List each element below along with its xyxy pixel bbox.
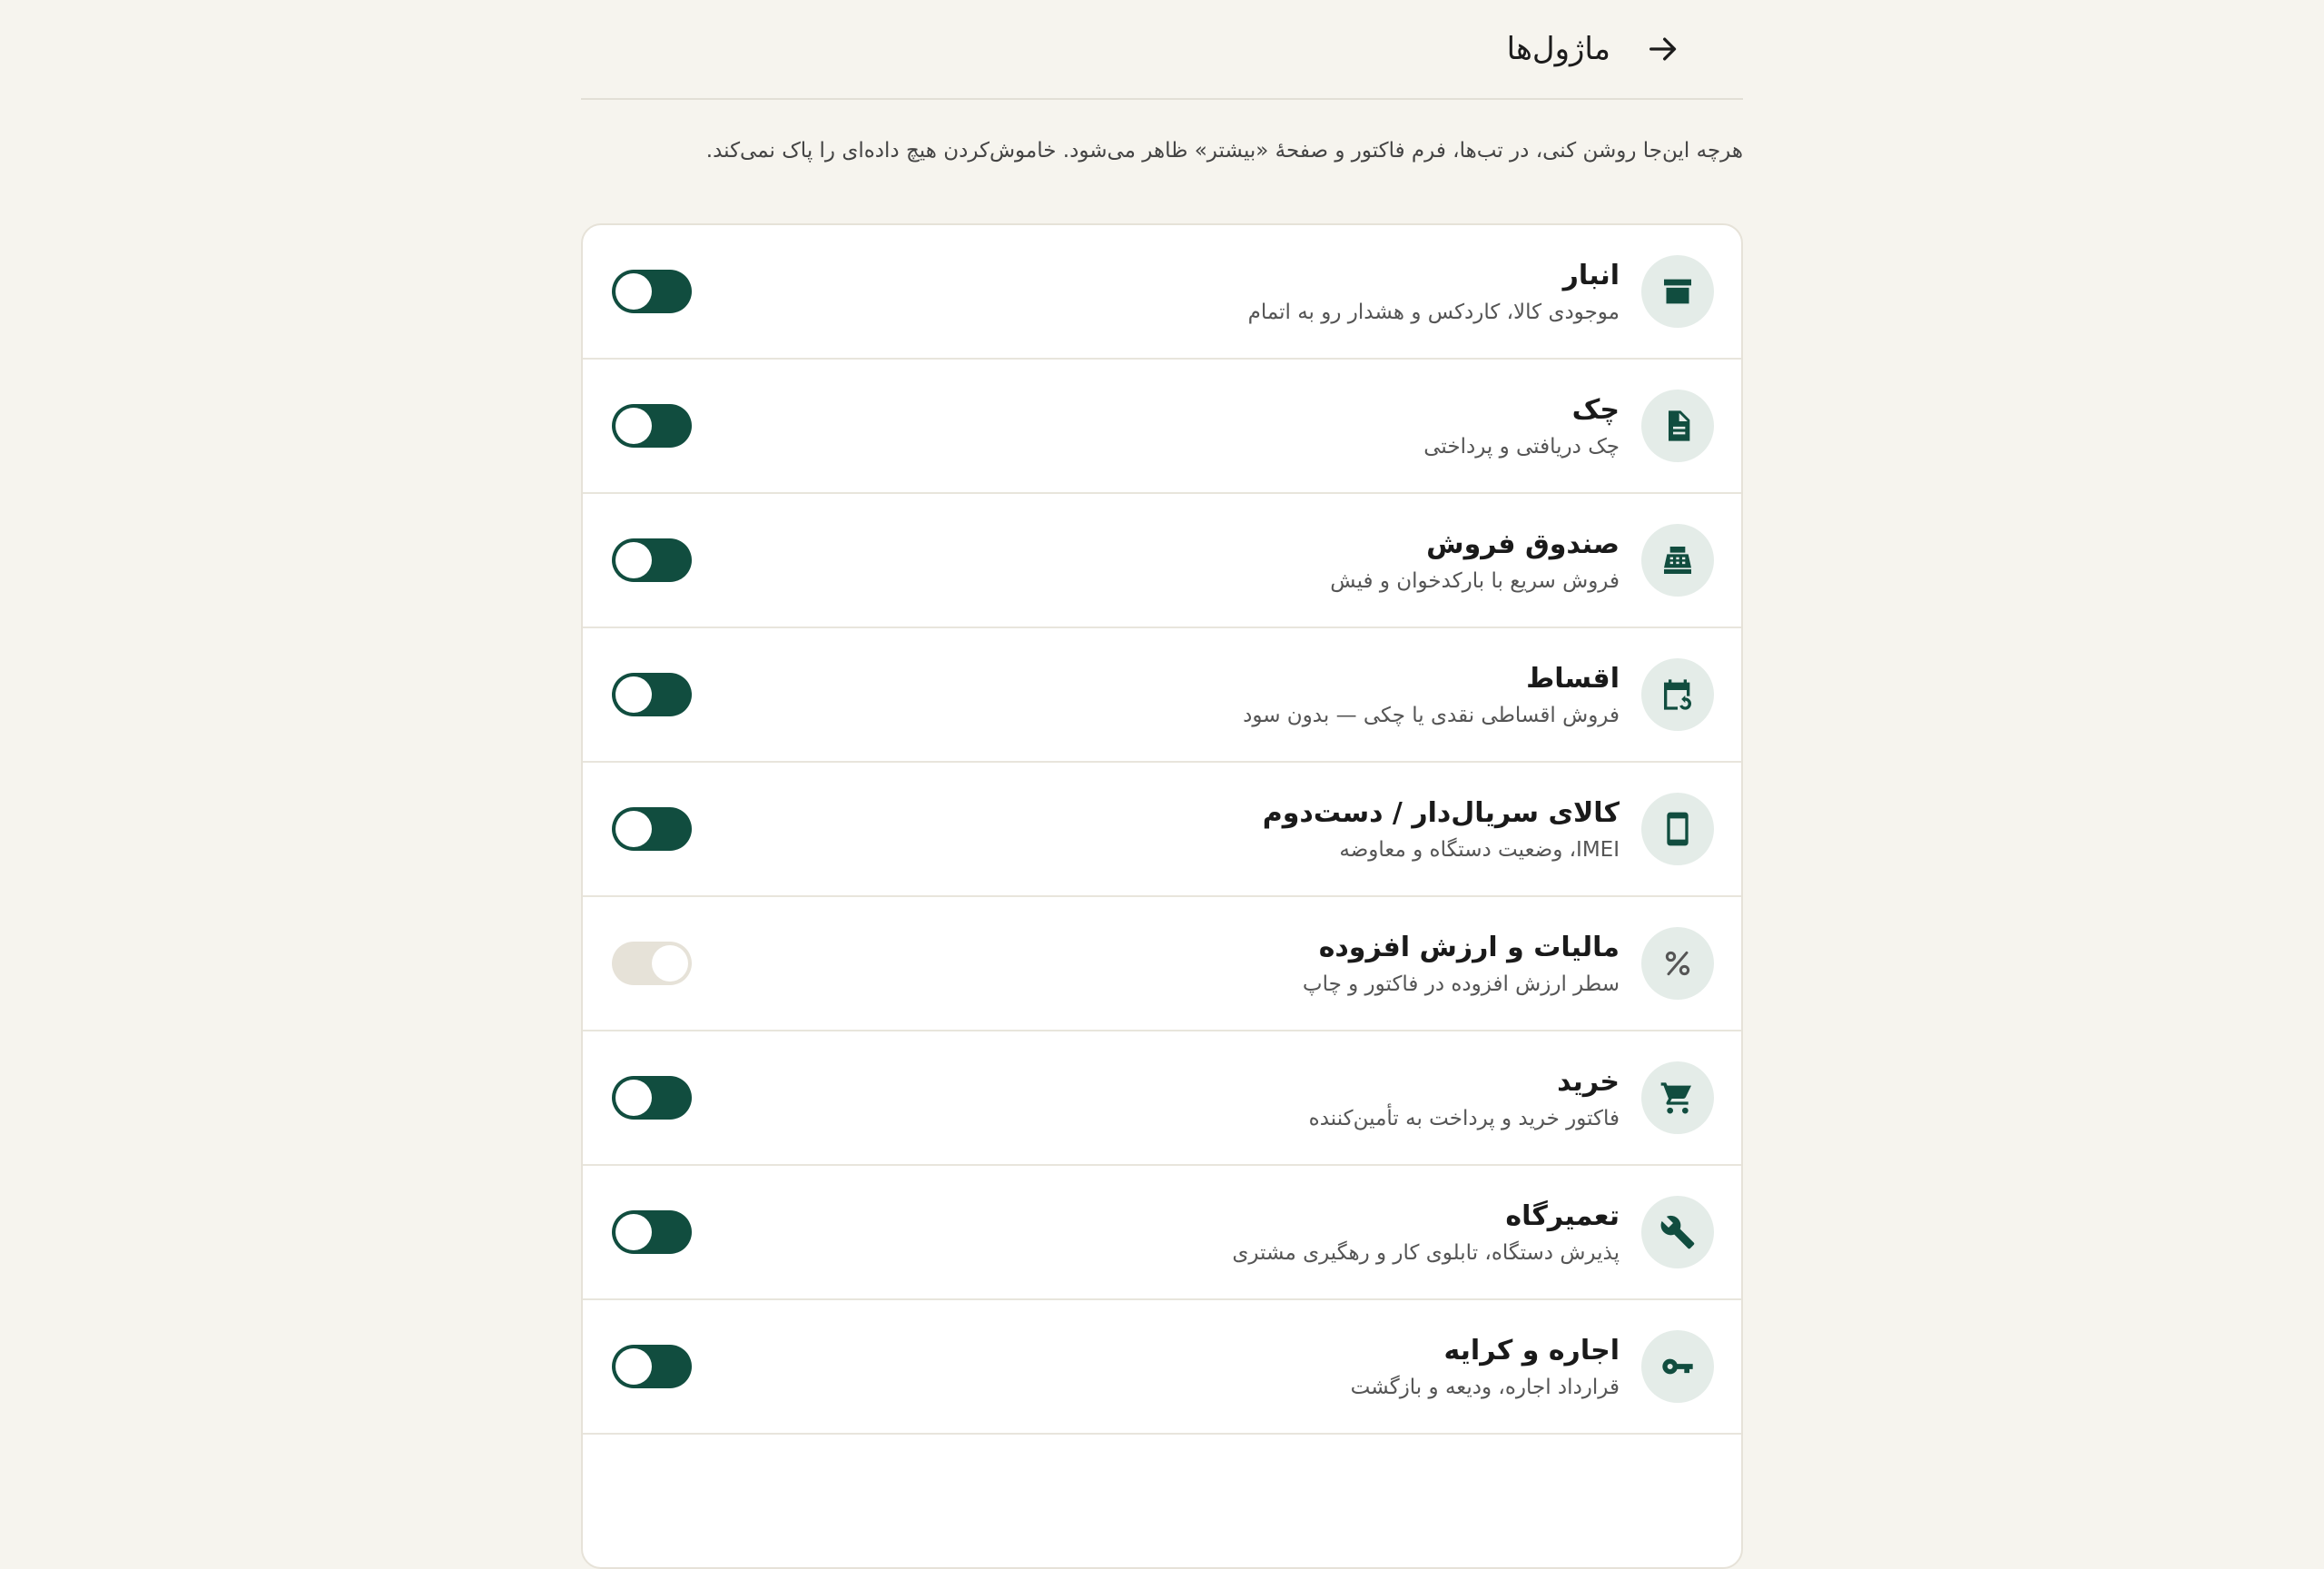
module-title: انبار <box>1562 259 1620 291</box>
modules-page <box>581 0 1743 1569</box>
page-title: ماژول‌ها <box>1506 31 1610 67</box>
module-row-cheque <box>583 360 1741 494</box>
module-row-serialized <box>583 763 1741 897</box>
module-subtitle: فروش سریع با بارکدخوان و فیش <box>1330 568 1620 593</box>
module-title: مالیات و ارزش افزوده <box>1318 931 1620 963</box>
module-subtitle: فاکتور خرید و پرداخت به تأمین‌کننده <box>1308 1106 1620 1130</box>
wrench-icon <box>1641 1196 1714 1268</box>
smartphone-icon <box>1641 793 1714 865</box>
document-icon <box>1641 390 1714 462</box>
page-header <box>581 0 1743 100</box>
module-subtitle: پذیرش دستگاه، تابلوی کار و رهگیری مشتری <box>1232 1240 1620 1265</box>
module-title: اقساط <box>1526 662 1620 695</box>
module-toggle-repair[interactable] <box>612 1210 692 1254</box>
module-toggle-cheque[interactable] <box>612 404 692 448</box>
percent-icon <box>1641 927 1714 1000</box>
modules-list <box>581 223 1743 1569</box>
module-title: تعمیرگاه <box>1505 1199 1620 1232</box>
module-row-installments <box>583 628 1741 763</box>
module-row-partial <box>583 1435 1741 1567</box>
module-row-tax <box>583 897 1741 1031</box>
module-toggle-serialized[interactable] <box>612 807 692 851</box>
module-title: صندوق فروش <box>1426 528 1620 560</box>
shopping-cart-icon <box>1641 1061 1714 1134</box>
module-toggle-tax[interactable] <box>612 942 692 985</box>
module-toggle-pos[interactable] <box>612 538 692 582</box>
module-toggle-inventory[interactable] <box>612 270 692 313</box>
archive-box-icon <box>1641 255 1714 328</box>
module-title: خرید <box>1557 1065 1620 1098</box>
module-row-pos <box>583 494 1741 628</box>
module-subtitle: قرارداد اجاره، ودیعه و بازگشت <box>1350 1375 1620 1399</box>
module-subtitle: سطر ارزش افزوده در فاکتور و چاپ <box>1302 972 1620 996</box>
module-row-inventory <box>583 225 1741 360</box>
module-row-purchase <box>583 1031 1741 1166</box>
module-title: اجاره و کرایه <box>1443 1334 1620 1367</box>
module-subtitle: فروش اقساطی نقدی یا چکی — بدون سود <box>1243 703 1620 727</box>
module-title: کالای سریال‌دار / دست‌دوم <box>1262 796 1620 829</box>
calendar-repeat-icon <box>1641 658 1714 731</box>
module-subtitle: چک دریافتی و پرداختی <box>1423 434 1620 459</box>
key-icon <box>1641 1330 1714 1403</box>
module-row-rental <box>583 1300 1741 1435</box>
arrow-right-icon <box>1645 31 1681 67</box>
intro-text: هرچه این‌جا روشن کنی، در تب‌ها، فرم فاکتور و صفحهٔ «بیشتر» ظاهر می‌شود. خاموش‌کردن هیچ داده‌ای را پاک نمی‌کند. <box>705 139 1743 163</box>
module-subtitle: IMEI، وضعیت دستگاه و معاوضه <box>1339 837 1620 862</box>
back-button[interactable] <box>1638 24 1689 74</box>
module-toggle-installments[interactable] <box>612 673 692 716</box>
module-toggle-purchase[interactable] <box>612 1076 692 1120</box>
cash-register-icon <box>1641 524 1714 597</box>
module-subtitle: موجودی کالا، کاردکس و هشدار رو به اتمام <box>1247 300 1620 324</box>
module-toggle-rental[interactable] <box>612 1345 692 1388</box>
module-title: چک <box>1571 393 1620 426</box>
module-row-repair <box>583 1166 1741 1300</box>
